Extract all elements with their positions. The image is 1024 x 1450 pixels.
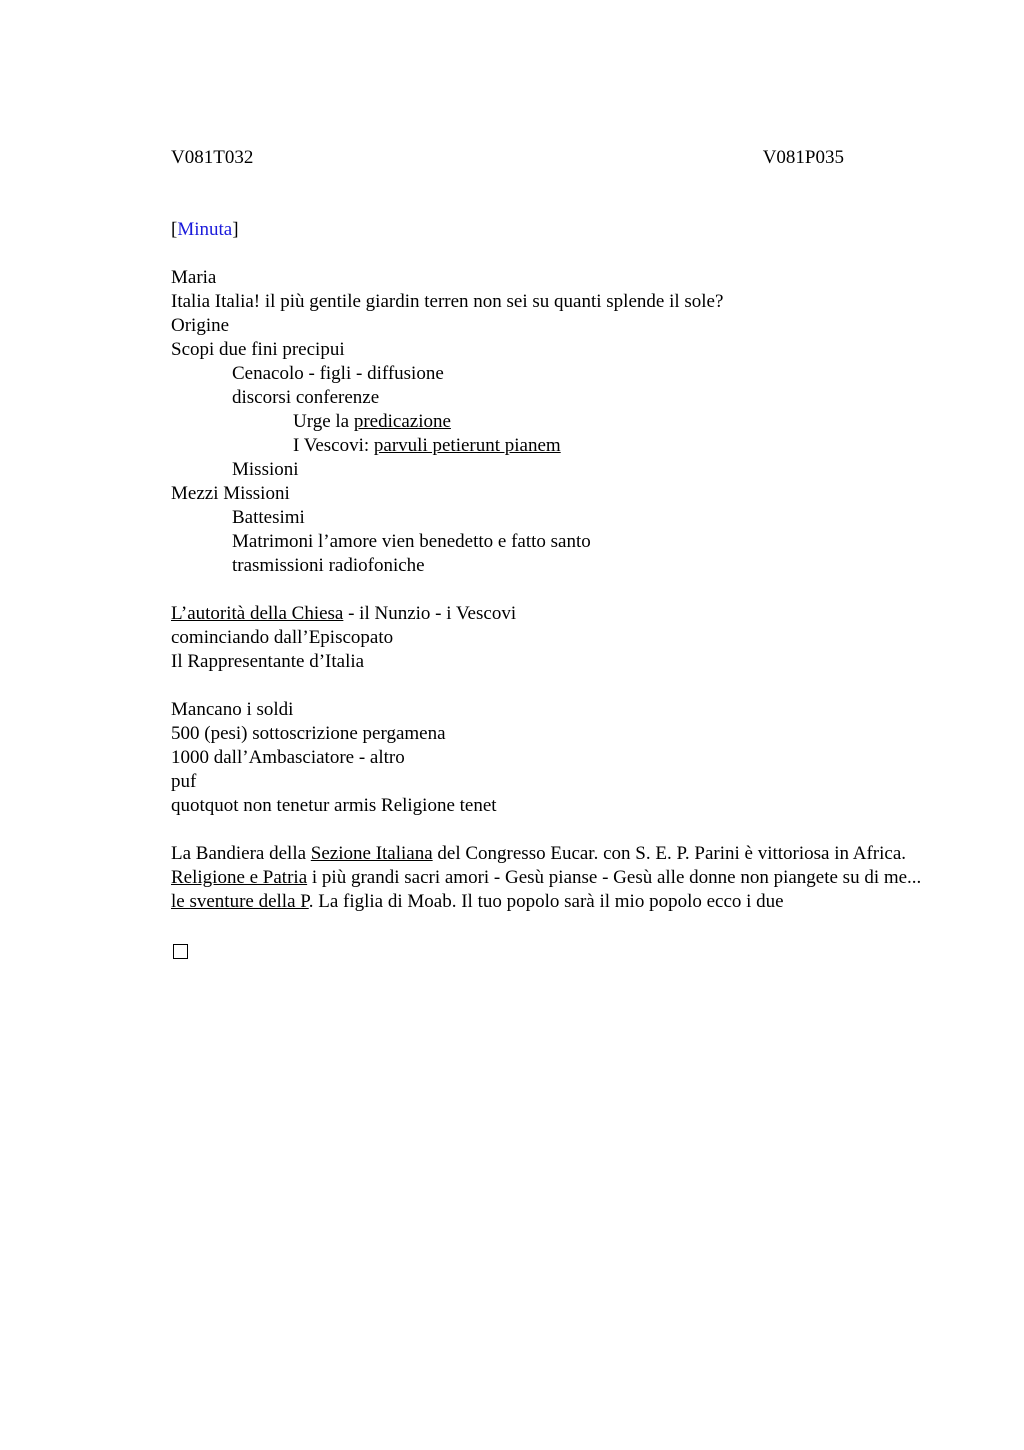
spacer xyxy=(171,578,923,602)
text-line: 500 (pesi) sottoscrizione pergamena xyxy=(171,723,446,744)
text-span: i più grandi sacri amori - Gesù pianse - Gesù alle donne non piangete su di me... xyxy=(307,867,922,888)
section-flag xyxy=(171,842,923,914)
text-span: del Congresso Eucar. con S. E. P. Parini è vittoriosa in Africa. xyxy=(432,843,906,864)
text-line: cominciando dall’Episcopato xyxy=(171,627,394,648)
open-bracket: [ xyxy=(171,219,178,240)
text-line: 1000 dall’Ambasciatore - altro xyxy=(171,747,405,768)
text-line: puf xyxy=(171,771,197,792)
checkbox-row xyxy=(171,938,923,966)
paragraph xyxy=(171,842,923,866)
text-span: La Bandiera della xyxy=(171,843,311,864)
text-line: Matrimoni l’amore vien benedetto e fatto santo xyxy=(232,531,591,552)
text-span: Urge la xyxy=(293,411,354,432)
text-line: Il Rappresentante d’Italia xyxy=(171,651,365,672)
text-line xyxy=(171,434,923,458)
text-line: Maria xyxy=(171,267,217,288)
underlined-text: predicazione xyxy=(353,411,451,432)
text-line: Mancano i soldi xyxy=(171,699,294,720)
document-code-left: V081T032 xyxy=(171,147,254,168)
section-funds xyxy=(171,698,923,818)
document-page xyxy=(171,146,923,966)
text-line: Mezzi Missioni xyxy=(171,483,290,504)
text-line: quotquot non tenetur armis Religione tenet xyxy=(171,795,497,816)
text-line xyxy=(171,602,923,626)
underlined-text: Sezione Italiana xyxy=(310,843,433,864)
text-line: Italia Italia! il più gentile giardin terren non sei su quanti splende il sole? xyxy=(171,291,724,312)
text-line: Missioni xyxy=(232,459,299,480)
underlined-text: Religione e Patria xyxy=(171,867,308,888)
document-header xyxy=(171,146,844,170)
paragraph xyxy=(171,866,923,914)
text-line: Cenacolo - figli - diffusione xyxy=(232,363,444,384)
spacer xyxy=(171,914,923,938)
underlined-text: le sventure della P xyxy=(171,891,309,912)
underlined-text: L’autorità della Chiesa xyxy=(171,603,344,624)
spacer xyxy=(171,242,923,266)
spacer xyxy=(171,674,923,698)
text-line xyxy=(171,410,923,434)
text-span: I Vescovi: xyxy=(293,435,374,456)
text-line: discorsi conferenze xyxy=(232,387,380,408)
close-bracket: ] xyxy=(232,219,239,240)
checkbox-square-icon[interactable] xyxy=(173,944,188,959)
spacer xyxy=(171,170,923,218)
document-code-right: V081P035 xyxy=(762,147,844,168)
text-line: Origine xyxy=(171,315,230,336)
section-outline xyxy=(171,266,923,578)
text-line: trasmissioni radiofoniche xyxy=(232,555,425,576)
text-line: Scopi due fini precipui xyxy=(171,339,345,360)
text-span: - il Nunzio - i Vescovi xyxy=(343,603,517,624)
underlined-text: parvuli petierunt pianem xyxy=(373,435,561,456)
minuta-label xyxy=(171,218,923,242)
spacer xyxy=(171,818,923,842)
minuta-link[interactable]: Minuta xyxy=(177,219,233,240)
section-authority xyxy=(171,602,923,674)
text-span: . La figlia di Moab. Il tuo popolo sarà il mio popolo ecco i due xyxy=(308,891,784,912)
text-line: Battesimi xyxy=(232,507,305,528)
